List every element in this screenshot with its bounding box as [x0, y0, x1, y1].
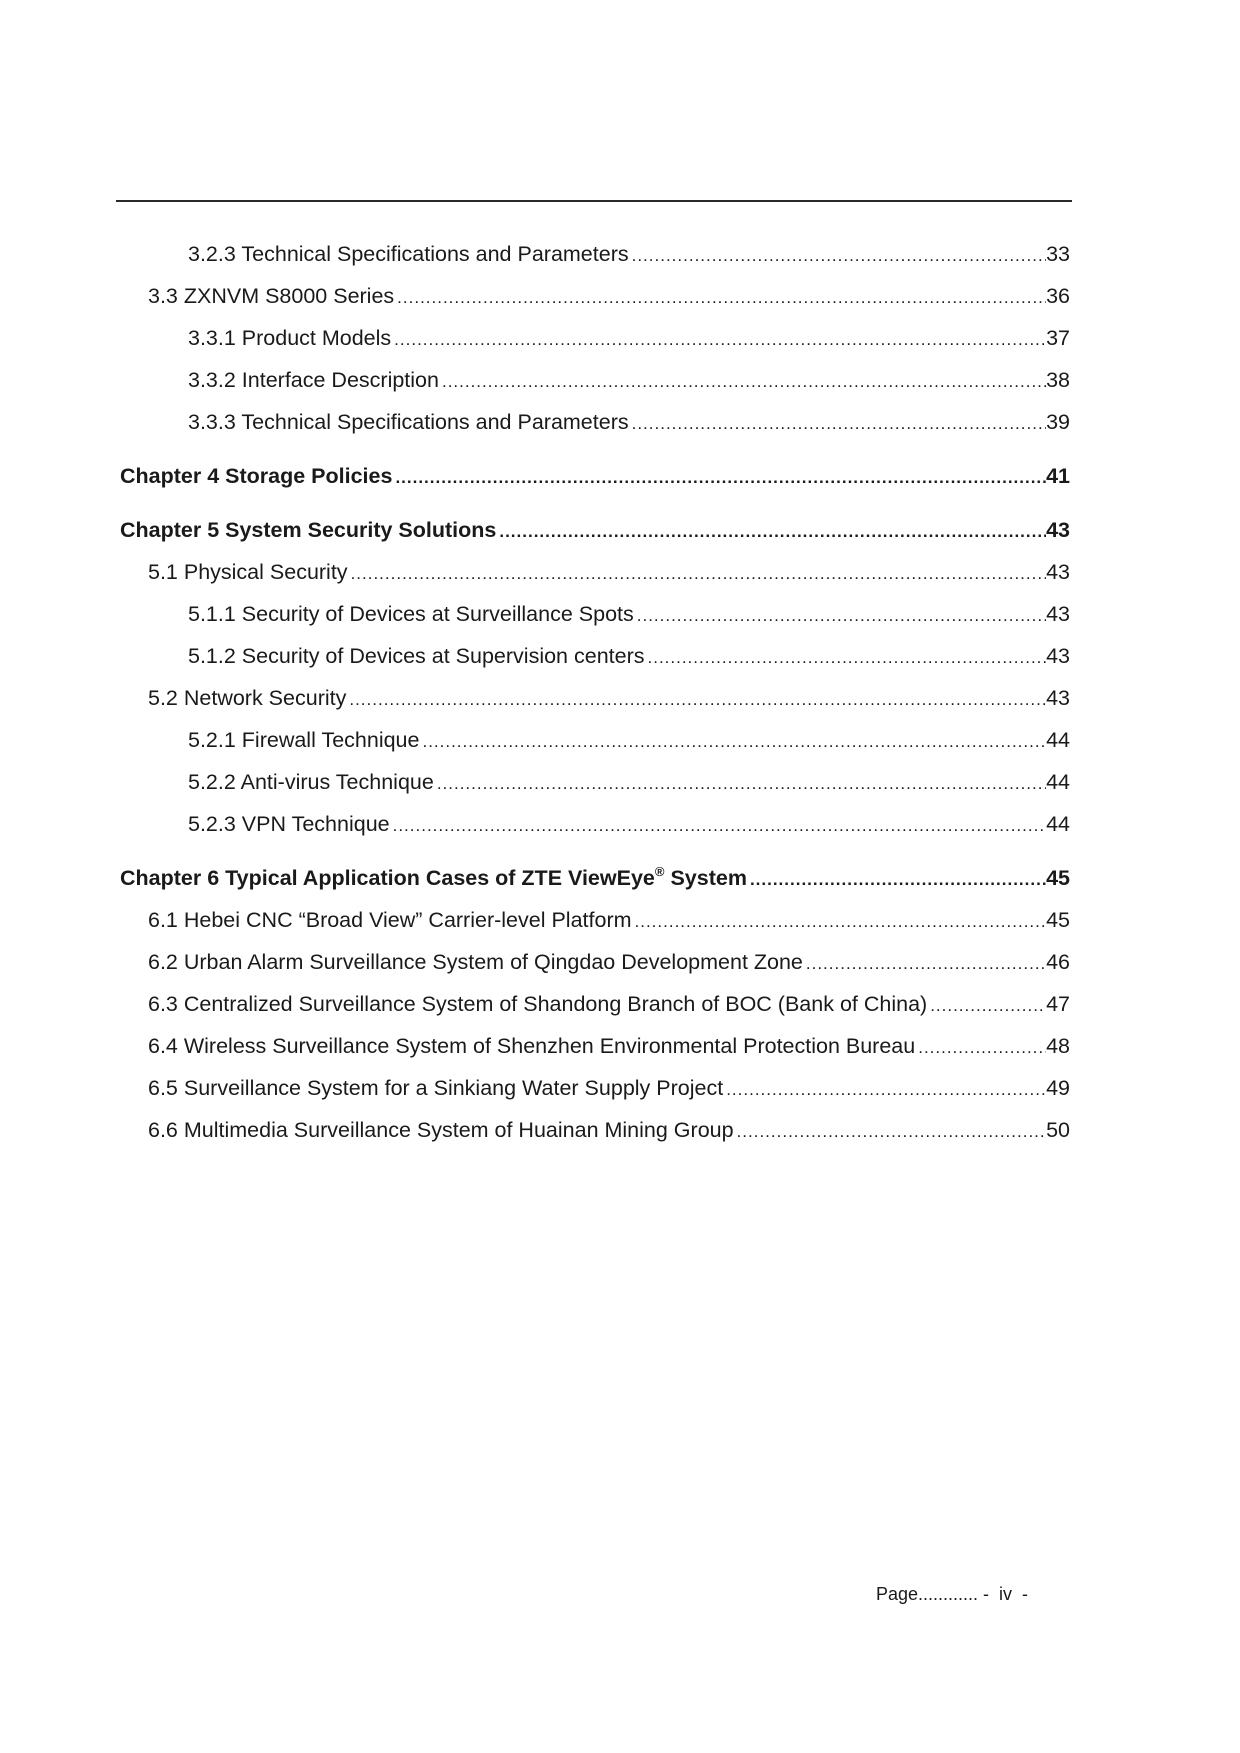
toc-leader-dots	[723, 1075, 1046, 1105]
toc-entry-page: 43	[1046, 602, 1070, 626]
toc-entry[interactable]	[188, 365, 1070, 395]
registered-mark: ®	[654, 864, 665, 879]
toc-entry[interactable]	[188, 239, 1070, 269]
toc-leader-dots	[496, 517, 1046, 547]
toc-entry-title: Chapter 4 Storage Policies	[120, 464, 393, 488]
toc-entry-page: 43	[1046, 686, 1070, 710]
toc-entry-title: 6.6 Multimedia Surveillance System of Huainan Mining Group	[148, 1118, 734, 1142]
toc-leader-dots	[390, 811, 1046, 841]
toc-entry-page: 44	[1046, 812, 1070, 836]
toc-entry[interactable]	[148, 1031, 1070, 1061]
toc-leader-dots	[634, 601, 1046, 631]
toc-entry-title: 5.1 Physical Security	[148, 560, 348, 584]
toc-entry-page: 45	[1046, 866, 1070, 890]
toc-leader-dots	[645, 643, 1047, 673]
toc-leader-dots	[348, 559, 1046, 589]
toc-entry-page: 45	[1046, 908, 1070, 932]
toc-entry[interactable]	[188, 407, 1070, 437]
toc-entry-title: 3.3.1 Product Models	[188, 326, 392, 350]
toc-title-part: System	[664, 866, 747, 890]
toc-entry[interactable]	[148, 989, 1070, 1019]
toc-entry[interactable]	[188, 809, 1070, 839]
toc-entry-title	[120, 863, 747, 893]
toc-entry-title: 3.3.2 Interface Description	[188, 368, 439, 392]
toc-entry-title: 5.2.1 Firewall Technique	[188, 728, 420, 752]
toc-leader-dots	[734, 1117, 1046, 1147]
toc-entry-page: 38	[1046, 368, 1070, 392]
toc-entry[interactable]	[188, 767, 1070, 797]
toc-entry-title: 3.2.3 Technical Specifications and Parameters	[188, 242, 629, 266]
toc-leader-dots	[439, 367, 1046, 397]
toc-entry-page: 44	[1046, 770, 1070, 794]
toc-leader-dots	[803, 949, 1046, 979]
toc-leader-dots	[392, 463, 1046, 493]
toc-entry[interactable]	[188, 725, 1070, 755]
page-footer: Page............ - iv -	[876, 1584, 1029, 1604]
toc-entry[interactable]	[148, 1073, 1070, 1103]
toc-chapter-entry[interactable]	[120, 461, 1070, 491]
toc-entry-page: 36	[1046, 284, 1070, 308]
toc-entry-page: 46	[1046, 950, 1070, 974]
toc-leader-dots	[434, 769, 1046, 799]
toc-entry-page: 48	[1046, 1034, 1070, 1058]
toc-title-part: Chapter 6 Typical Application Cases of ZTE ViewEye	[120, 866, 655, 890]
toc-entry-page: 43	[1046, 518, 1070, 542]
toc-entry-title: 5.1.1 Security of Devices at Surveillance Spots	[188, 602, 634, 626]
toc-chapter-entry[interactable]	[120, 515, 1070, 545]
toc-chapter-entry[interactable]	[120, 863, 1070, 893]
toc-entry-title: 5.2.3 VPN Technique	[188, 812, 390, 836]
toc-entry-title: 6.4 Wireless Surveillance System of Shenzhen Environmental Protection Bureau	[148, 1034, 916, 1058]
toc-entry-title: 6.3 Centralized Surveillance System of Shandong Branch of BOC (Bank of China)	[148, 992, 928, 1016]
toc-leader-dots	[391, 325, 1046, 355]
toc-leader-dots	[629, 409, 1046, 439]
toc-entry-page: 43	[1046, 560, 1070, 584]
toc-entry-page: 37	[1046, 326, 1070, 350]
toc-entry[interactable]	[188, 641, 1070, 671]
toc-entry[interactable]	[148, 1115, 1070, 1145]
toc-entry[interactable]	[188, 323, 1070, 353]
toc-entry[interactable]	[148, 281, 1070, 311]
toc-leader-dots	[915, 1033, 1046, 1063]
toc-entry-page: 44	[1046, 728, 1070, 752]
toc-entry[interactable]	[188, 599, 1070, 629]
toc-entry[interactable]	[148, 557, 1070, 587]
toc-entry-page: 41	[1046, 464, 1070, 488]
toc-entry-page: 50	[1046, 1118, 1070, 1142]
toc-entry[interactable]	[148, 947, 1070, 977]
toc-entry-title: 5.2.2 Anti-virus Technique	[188, 770, 434, 794]
toc-entry-page: 49	[1046, 1076, 1070, 1100]
toc-leader-dots	[419, 727, 1046, 757]
toc-leader-dots	[394, 283, 1046, 313]
toc-entry-page: 47	[1046, 992, 1070, 1016]
toc-entry-title: 3.3.3 Technical Specifications and Parameters	[188, 410, 629, 434]
toc-entry[interactable]	[148, 683, 1070, 713]
toc-leader-dots	[629, 241, 1046, 271]
toc-entry-title: 6.2 Urban Alarm Surveillance System of Qingdao Development Zone	[148, 950, 803, 974]
toc-entry-title: 5.2 Network Security	[148, 686, 347, 710]
toc-entry-title: 3.3 ZXNVM S8000 Series	[148, 284, 395, 308]
toc-entry-page: 33	[1046, 242, 1070, 266]
toc-entry-page: 39	[1046, 410, 1070, 434]
toc-entry-title: 5.1.2 Security of Devices at Supervision centers	[188, 644, 645, 668]
toc-leader-dots	[927, 991, 1046, 1021]
toc-leader-dots	[632, 907, 1046, 937]
toc-entry-page: 43	[1046, 644, 1070, 668]
toc-leader-dots	[346, 685, 1046, 715]
toc-entry-title: 6.1 Hebei CNC “Broad View” Carrier-level Platform	[148, 908, 632, 932]
toc-entry-title: Chapter 5 System Security Solutions	[120, 518, 497, 542]
toc-leader-dots	[747, 865, 1046, 895]
toc-entry-title: 6.5 Surveillance System for a Sinkiang Water Supply Project	[148, 1076, 724, 1100]
toc-entry[interactable]	[148, 905, 1070, 935]
